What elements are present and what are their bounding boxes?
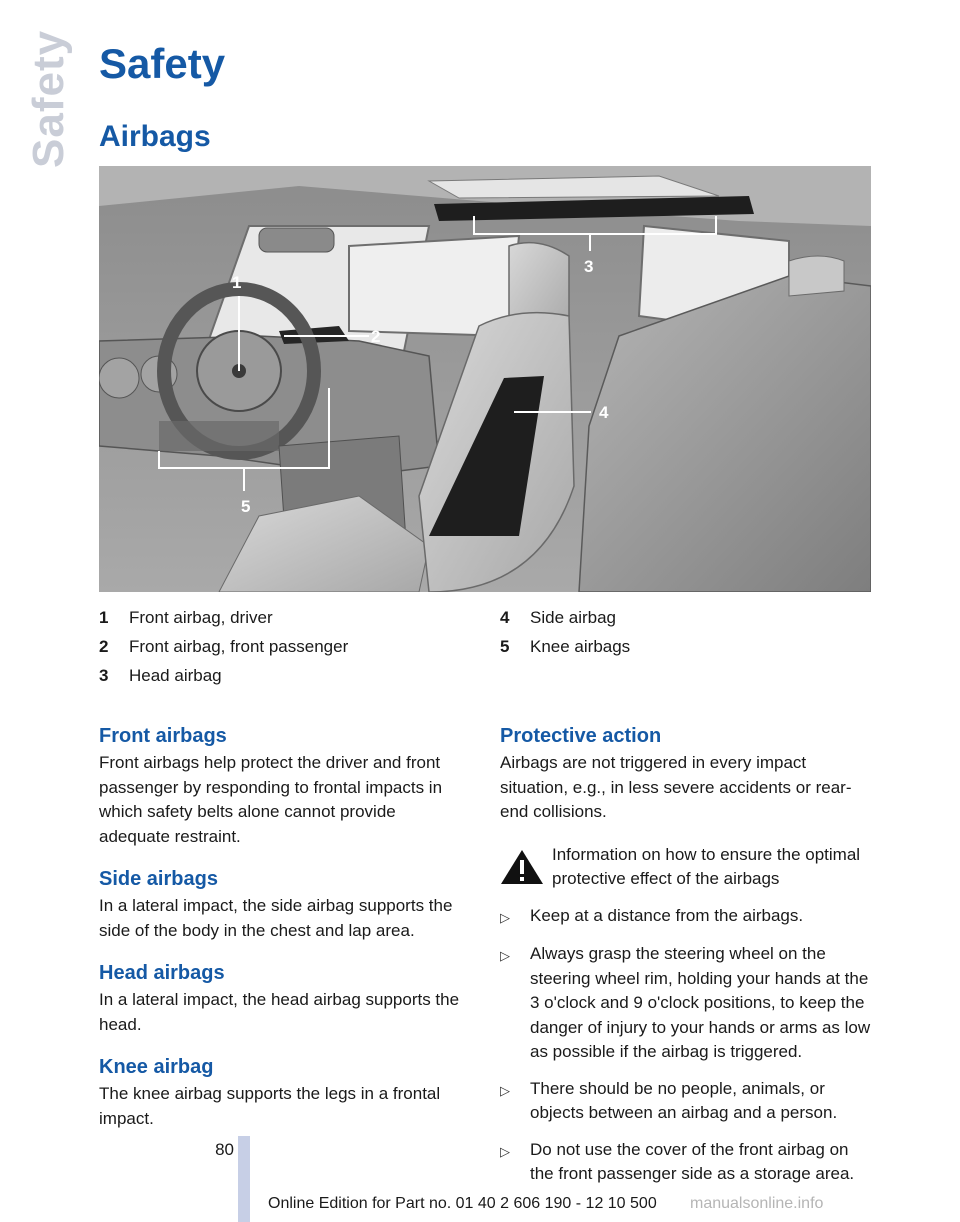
bullet-arrow-icon: ▷ [500, 1082, 510, 1098]
head-airbags-heading: Head airbags [99, 962, 225, 984]
legend-item [99, 603, 348, 632]
car-interior-drawing [99, 166, 871, 592]
protective-action-heading: Protective action [500, 725, 662, 747]
watermark: manualsonline.info [690, 1195, 824, 1212]
side-airbags-text: In a lateral impact, the side airbag supports the side of the body in the chest and lap area. [99, 896, 453, 940]
footer-edition: Online Edition for Part no. 01 40 2 606 190 - 12 10 500 [268, 1195, 657, 1212]
legend-label: Front airbag, driver [129, 608, 273, 627]
legend-number: 3 [99, 666, 109, 685]
legend-label: Front airbag, front passenger [129, 637, 349, 656]
footer-bar [238, 1136, 250, 1222]
section-title: Airbags [99, 120, 211, 153]
warning-triangle-icon [500, 849, 544, 885]
page-title: Safety [99, 40, 226, 87]
callout-1: 1 [232, 273, 242, 292]
callout-3: 3 [584, 257, 594, 276]
airbag-illustration [99, 166, 871, 592]
page-number: 80 [215, 1140, 234, 1159]
warning-text: Information on how to ensure the optimal protective effect of the airbags [552, 844, 861, 888]
legend-label: Knee airbags [530, 637, 631, 656]
head-airbags-text: In a lateral impact, the head airbag supports the head. [99, 990, 460, 1034]
legend-number: 2 [99, 637, 109, 656]
legend-number: 4 [500, 608, 510, 627]
legend-right [500, 603, 630, 661]
list-item [500, 1077, 874, 1126]
list-item [500, 904, 874, 931]
legend-item [99, 632, 348, 661]
legend-left [99, 603, 348, 690]
warning-box [500, 843, 874, 892]
list-item [500, 942, 874, 1065]
legend-item [500, 632, 630, 661]
knee-airbag-text: The knee airbag supports the legs in a frontal impact. [99, 1084, 441, 1128]
left-column [99, 724, 471, 1149]
callout-2: 2 [371, 327, 381, 346]
callout-4: 4 [599, 403, 609, 422]
front-airbags-text: Front airbags help protect the driver and front passenger by responding to frontal impacts in which safety belts alone cannot provide adequate restraint. [99, 753, 443, 846]
front-airbags-heading: Front airbags [99, 725, 227, 747]
side-tab-label: Safety [24, 29, 73, 168]
legend-label: Head airbag [129, 666, 222, 685]
legend-label: Side airbag [530, 608, 617, 627]
bullet-text: Do not use the cover of the front airbag on the front passenger side as a storage area. [530, 1139, 855, 1183]
right-column [500, 724, 874, 1199]
side-airbags-heading: Side airbags [99, 868, 218, 890]
legend-item [500, 603, 630, 632]
bullet-text: Always grasp the steering wheel on the steering wheel rim, holding your hands at the 3 o'clock and 9 o'clock positions, to keep the danger of injury to your hands or arms as low as possible if the airbag is triggered. [530, 944, 871, 1061]
bullet-text: Keep at a distance from the airbags. [530, 905, 804, 925]
bullet-arrow-icon: ▷ [500, 909, 510, 925]
legend-number: 1 [99, 608, 109, 627]
legend-number: 5 [500, 637, 510, 656]
bullet-arrow-icon: ▷ [500, 1143, 510, 1159]
bullet-arrow-icon: ▷ [500, 948, 510, 963]
callout-5: 5 [241, 497, 251, 516]
knee-airbag-heading: Knee airbag [99, 1056, 214, 1078]
list-item [500, 1138, 874, 1187]
protective-action-text: Airbags are not triggered in every impact situation, e.g., in less severe accidents or rear-end collisions. [500, 753, 852, 821]
side-section-tab [14, 29, 73, 180]
bullet-text: There should be no people, animals, or objects between an airbag and a person. [530, 1078, 838, 1122]
legend-item [99, 661, 348, 690]
